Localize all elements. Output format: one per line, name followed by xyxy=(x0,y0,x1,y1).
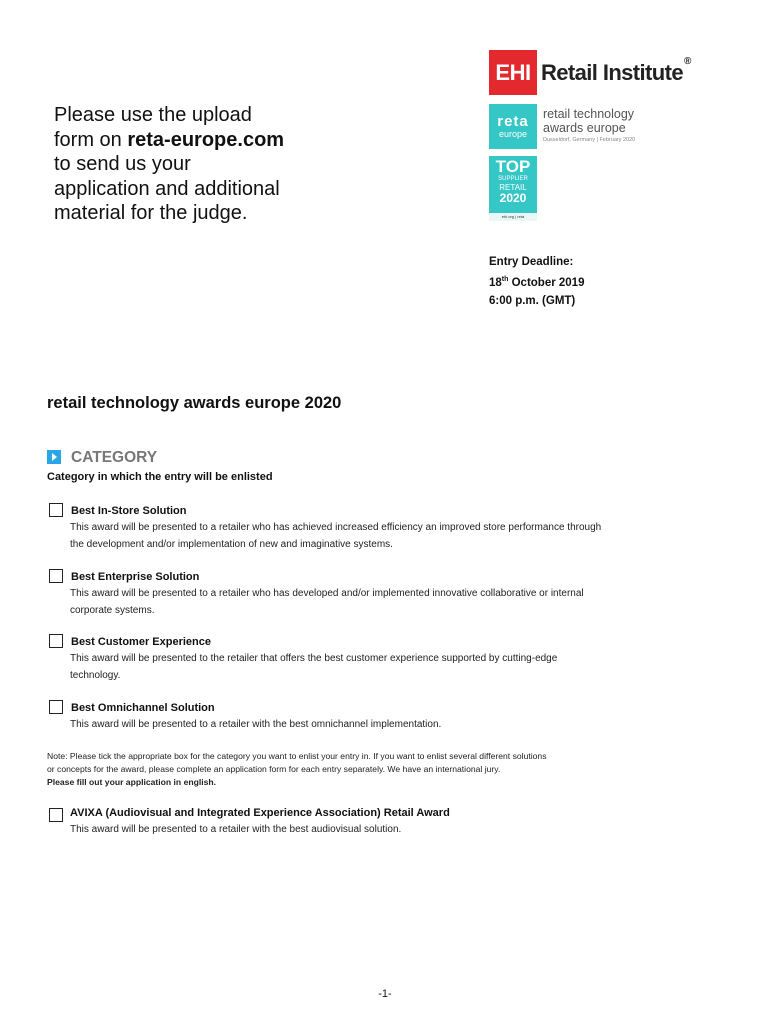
checkbox-best-customer-experience[interactable] xyxy=(49,634,63,648)
upload-site-link[interactable]: reta-europe.com xyxy=(127,128,285,151)
checkbox-avixa-retail-award[interactable] xyxy=(49,808,63,822)
note-line-3: Please fill out your application in english. xyxy=(47,777,217,787)
top-badge-supplier: SUPPLIER xyxy=(498,176,528,182)
note-line-1: Note: Please tick the appropriate box for the category you want to enlist your entry in. If you want to enlist several different solutions xyxy=(47,751,547,761)
category-subheading: Category in which the entry will be enlisted xyxy=(47,471,273,483)
intro-line-5: material for the judge. xyxy=(54,202,248,224)
award-name-best-enterprise: Best Enterprise Solution xyxy=(71,571,200,583)
award-name-best-in-store: Best In-Store Solution xyxy=(71,505,187,517)
award-desc-line: technology. xyxy=(70,670,121,681)
reta-logo-small: europe xyxy=(498,128,528,139)
award-desc-line: This award will be presented to a retailer who has achieved increased efficiency an improved store performance through xyxy=(70,522,602,533)
award-desc-line: This award will be presented to a retailer with the best omnichannel implementation. xyxy=(70,719,442,730)
intro-line-1: Please use the upload xyxy=(54,104,252,126)
deadline-time: 6:00 p.m. (GMT) xyxy=(489,294,576,307)
intro-line-3: to send us your xyxy=(54,153,191,175)
reta-title-line-2: awards europe xyxy=(543,121,626,135)
checkbox-best-in-store[interactable] xyxy=(49,503,63,517)
ehi-logo-text xyxy=(541,55,691,86)
entry-deadline xyxy=(489,253,584,310)
checkbox-best-omnichannel[interactable] xyxy=(49,700,63,714)
top-supplier-badge xyxy=(489,156,537,214)
intro-line-2-prefix: form on xyxy=(54,128,128,151)
document-title: retail technology awards europe 2020 xyxy=(47,394,342,412)
award-name-avixa: AVIXA (Audiovisual and Integrated Experience Association) Retail Award xyxy=(70,807,450,819)
top-badge-retail: RETAIL xyxy=(499,183,527,192)
award-desc-line: the development and/or implementation of new and imaginative systems. xyxy=(70,539,393,550)
award-desc-line: This award will be presented to the retailer that offers the best customer experience supported by cutting-edge xyxy=(70,653,558,664)
award-name-best-customer-experience: Best Customer Experience xyxy=(71,636,211,648)
award-desc-line: This award will be presented to a retailer who has developed and/or implemented innovative collaborative or internal xyxy=(70,588,584,599)
deadline-day: 18 xyxy=(489,276,502,289)
deadline-date xyxy=(489,271,584,292)
deadline-day-suffix: th xyxy=(501,276,509,283)
reta-logo-subtitle: Dusseldorf, Germany | February 2020 xyxy=(543,137,636,143)
ehi-logo-mark: EHI xyxy=(489,50,537,95)
top-badge-footer: ehi.org | reta xyxy=(489,213,537,221)
checkbox-best-enterprise[interactable] xyxy=(49,569,63,583)
note-text xyxy=(47,750,687,789)
intro-line-2 xyxy=(54,128,354,153)
award-desc-best-enterprise xyxy=(70,585,695,619)
ehi-logo xyxy=(489,50,691,95)
award-desc-best-customer-experience xyxy=(70,650,695,684)
award-desc-avixa: This award will be presented to a retailer with the best audiovisual solution. xyxy=(70,824,402,835)
award-name-best-omnichannel: Best Omnichannel Solution xyxy=(71,702,215,714)
reta-title-line-1: retail technology xyxy=(543,107,635,121)
intro-text xyxy=(54,103,354,226)
ehi-logo-name: Retail Institute xyxy=(541,59,683,85)
reta-logo-big: reta xyxy=(497,112,529,130)
ehi-registered-mark: ® xyxy=(683,55,691,67)
note-line-2: or concepts for the award, please complete an application form for each entry separately. We have an international jury. xyxy=(47,764,501,774)
deadline-label: Entry Deadline: xyxy=(489,256,574,268)
reta-logo xyxy=(489,104,537,149)
play-arrow-icon xyxy=(47,450,61,464)
award-desc-line: corporate systems. xyxy=(70,605,155,616)
deadline-month-year: October 2019 xyxy=(508,276,585,289)
page-number: -1- xyxy=(378,988,392,1000)
top-badge-year: 2020 xyxy=(499,191,527,205)
award-desc-best-omnichannel xyxy=(70,716,695,733)
intro-line-4: application and additional xyxy=(54,177,280,200)
reta-logo-title xyxy=(543,107,634,135)
award-desc-best-in-store xyxy=(70,519,695,553)
category-heading: CATEGORY xyxy=(71,449,158,466)
top-badge-top: TOP xyxy=(495,157,531,176)
